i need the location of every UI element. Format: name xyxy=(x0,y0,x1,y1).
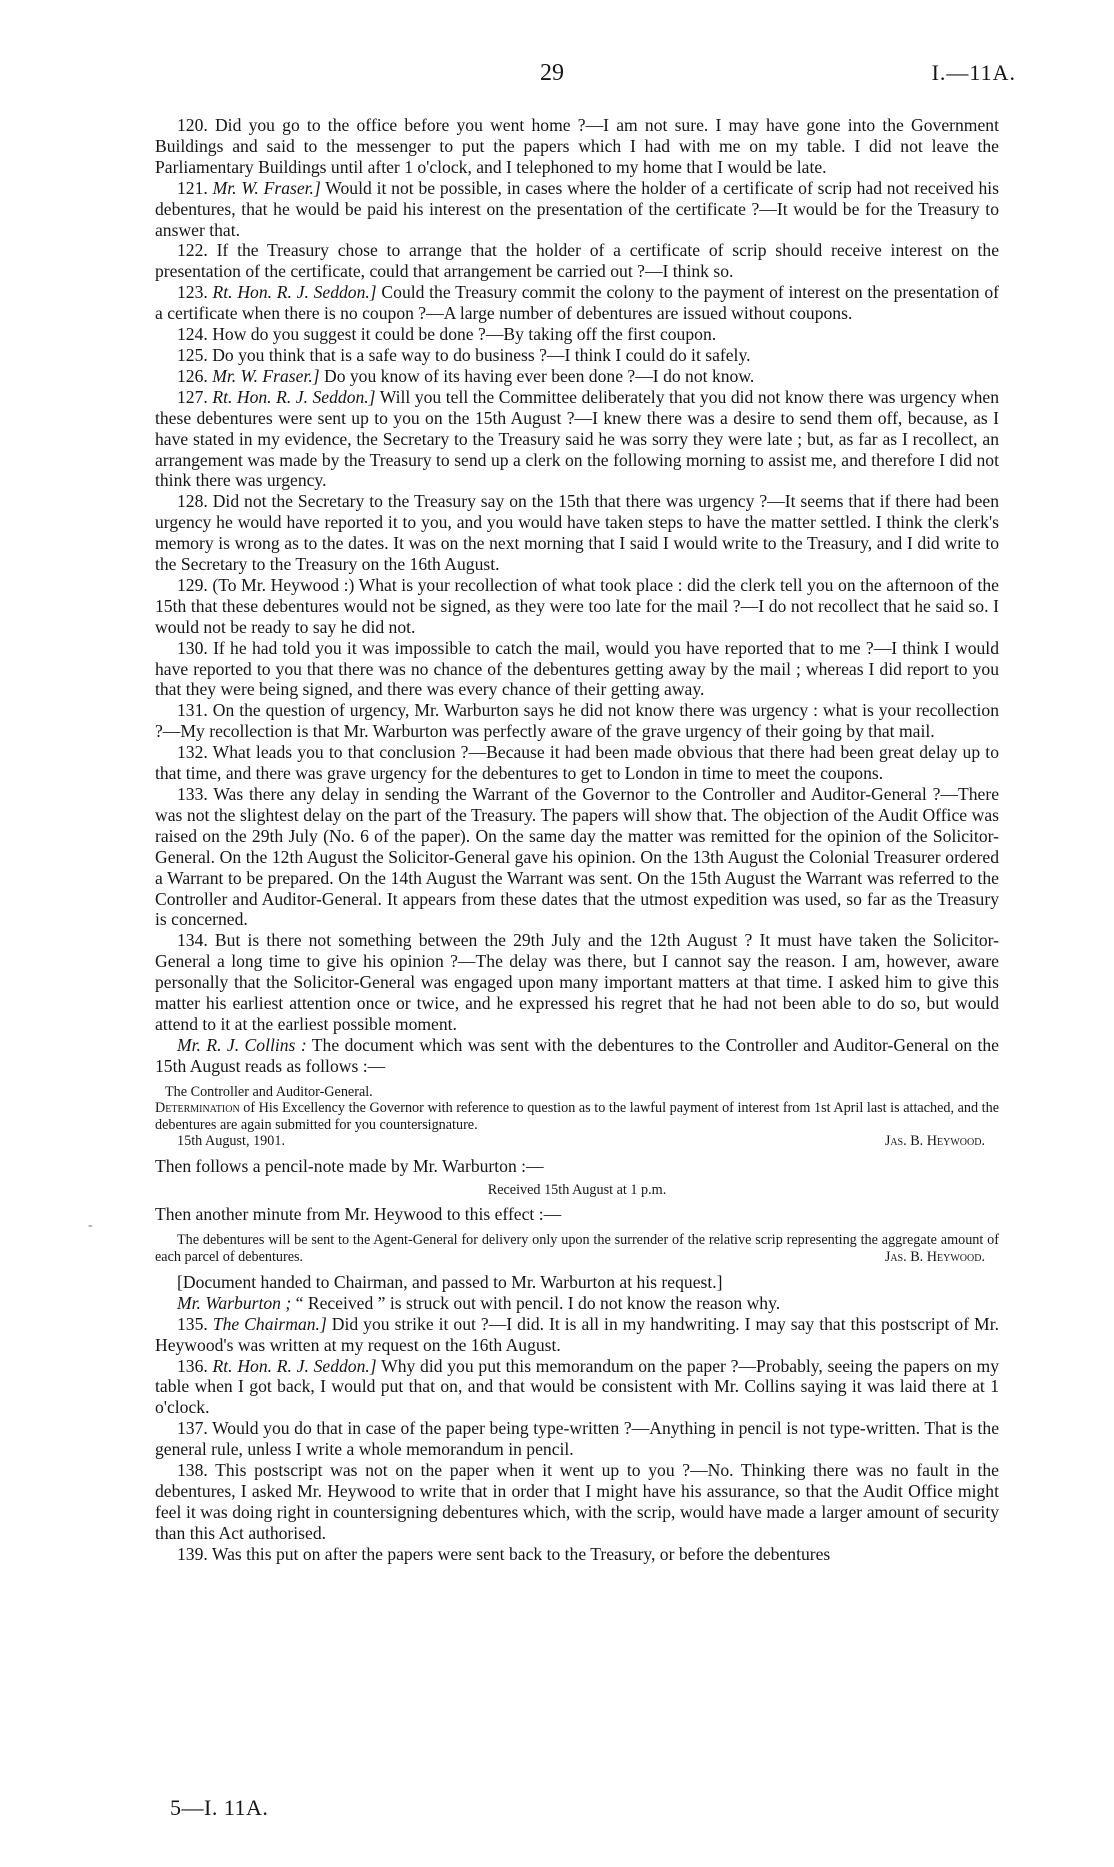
question-number: 126. xyxy=(177,365,208,386)
document-addressee: The Controller and Auditor-General. xyxy=(165,1083,373,1100)
paragraph-129: 129. (To Mr. Heywood :) What is your recollection of what took place : did the clerk tell you on the afternoon of the 15th that these debentures would not be signed, as they were too late for the mail ?—I do not recollect that he said so. I would not be ready to say he did not. xyxy=(155,574,999,637)
paragraph-125: 125. Do you think that is a safe way to do business ?—I think I could do it safely. xyxy=(177,344,751,365)
pencil-note-intro: Then follows a pencil-note made by Mr. Warburton :— xyxy=(155,1156,544,1177)
paragraph-131: 131. On the question of urgency, Mr. Warburton says he did not know there was urgency : what is your recollection ?—My recollection is that Mr. Warburton was perfectly aware of the grave urgency of their going by that mail. xyxy=(155,700,999,742)
document-body xyxy=(155,1100,999,1133)
paragraph-130: 130. If he had told you it was impossible to catch the mail, would you have reported that to me ?—I think I would have reported to you that there was no chance of the debentures getting away by the mail ; whereas I did report to you that they were being signed, and there was every chance of their getting away. xyxy=(155,637,999,700)
paragraph-122: 122. If the Treasury chose to arrange that the holder of a certificate of scrip should receive interest on the presentation of the certificate, could that arrangement be carried out ?—I think so. xyxy=(155,240,999,282)
paragraph-135 xyxy=(155,1314,999,1356)
pencil-note: Received 15th August at 1 p.m. xyxy=(487,1182,667,1199)
warburton-statement xyxy=(155,1293,999,1314)
document-text: of His Excellency the Governor with reference to question as to the lawful payment of interest from 1st April last is attached, and the debentures are again submitted for you countersignature. xyxy=(155,1100,999,1133)
document-lead-word: Determination xyxy=(155,1100,240,1117)
paragraph-126 xyxy=(155,366,999,387)
bracket-note: [Document handed to Chairman, and passed to Mr. Warburton at his request.] xyxy=(177,1271,723,1292)
document-signature: Jas. B. Heywood. xyxy=(884,1132,985,1149)
paragraph-132: 132. What leads you to that conclusion ?—Because it had been made obvious that there had been great delay up to that time, and there was grave urgency for the debentures to get to London in time to meet the coupons. xyxy=(155,742,999,784)
speaker: Rt. Hon. R. J. Seddon.] xyxy=(212,1355,377,1376)
question-number: 123. xyxy=(177,282,208,303)
speaker: Rt. Hon. R. J. Seddon.] xyxy=(212,282,377,303)
paragraph-134: 134. But is there not something between the 29th July and the 12th August ? It must have taken the Solicitor-General a long time to give his opinion ?—The delay was there, but I cannot say the reason. I am, however, aware personally that the Solicitor-General was engaged upon many important matters at that time. I asked him to give this matter his earliest attention once or twice, and he expressed his regret that he had not been able to do so, but would attend to it at the earliest possible moment. xyxy=(155,930,999,1034)
paragraph-text: The document which was sent with the debentures to the Controller and Auditor-General on the 15th August reads as follows :— xyxy=(155,1034,999,1076)
paragraph-collins xyxy=(155,1035,999,1077)
paragraph-text: Would it not be possible, in cases where the holder of a certificate of scrip had not received his debentures, that he would be paid his interest on the presentation of the certificate ?—It would be for the Treasury to answer that. xyxy=(155,177,1000,240)
document-date: 15th August, 1901. xyxy=(177,1132,285,1149)
question-number: 121. xyxy=(177,177,208,198)
paragraph-text: Will you tell the Committee deliberately that you did not know there was urgency when these debentures were sent up to you on the 15th August ?—I knew there was a desire to send them off, because, as I have stated in my evidence, the Secretary to the Treasury said he was sorry they were late ; but, as far as I recollect, an arrangement was made by the Treasury to send up a clerk on the following morning to assist me, and therefore I did not think there was urgency. xyxy=(155,386,999,491)
speaker: Mr. W. Fraser.] xyxy=(212,177,321,198)
speaker: Mr. Warburton ; xyxy=(177,1292,292,1313)
evidence-body xyxy=(155,115,999,1565)
quoted-document-2 xyxy=(155,1232,999,1265)
series-reference: I.—11A. xyxy=(931,60,1016,85)
paragraph-138: 138. This postscript was not on the paper when it went up to you ?—No. Thinking there was no fault in the debentures, I asked Mr. Heywood to write that in order that I might have his assurance, so that the Audit Office might feel it was doing right in countersigning debentures which, with the scrip, would have made a larger amount of security than this Act authorised. xyxy=(155,1460,999,1543)
paragraph-136 xyxy=(155,1356,999,1419)
paragraph-text: Could the Treasury commit the colony to the payment of interest on the presentation of a certificate when there is no coupon ?—A large number of debentures are issued without coupons. xyxy=(155,282,999,324)
paragraph-text: “ Received ” is struck out with pencil. I do not know the reason why. xyxy=(295,1292,781,1313)
paragraph-139: 139. Was this put on after the papers were sent back to the Treasury, or before the debentures xyxy=(177,1543,831,1564)
paragraph-127 xyxy=(155,387,999,492)
question-number: 135. xyxy=(177,1313,208,1334)
speaker: Mr. R. J. Collins : xyxy=(177,1034,307,1055)
signature-mark: 5—I. 11A. xyxy=(170,1795,269,1820)
speaker: The Chairman.] xyxy=(212,1313,327,1334)
paragraph-text: Did you strike it out ?—I did. It is all in my handwriting. I may say that this postscript of Mr. Heywood's was written at my request on the 16th August. xyxy=(155,1313,999,1355)
paragraph-121 xyxy=(155,178,999,241)
document-text: The debentures will be sent to the Agent-General for delivery only upon the surrender of the relative scrip representing the aggregate amount of each parcel of debentures. xyxy=(155,1232,999,1265)
document-signature: Jas. B. Heywood. xyxy=(884,1248,985,1265)
speaker: Mr. W. Fraser.] xyxy=(212,365,320,386)
paragraph-text: Do you know of its having ever been done ?—I do not know. xyxy=(323,365,755,386)
document-date-signature xyxy=(155,1133,999,1149)
paragraph-123 xyxy=(155,282,999,324)
margin-mark: - xyxy=(88,1218,93,1233)
question-number: 136. xyxy=(177,1355,208,1376)
minute-intro: Then another minute from Mr. Heywood to this effect :— xyxy=(155,1204,562,1225)
paragraph-137: 137. Would you do that in case of the paper being type-written ?—Anything in pencil is not type-written. That is the general rule, unless I write a whole memorandum in pencil. xyxy=(155,1418,999,1460)
paragraph-text: Why did you put this memorandum on the paper ?—Probably, seeing the papers on my table when I got back, I would put that on, and that would be consistent with Mr. Collins saying it was laid there at 1 o'clock. xyxy=(155,1355,999,1418)
speaker: Rt. Hon. R. J. Seddon.] xyxy=(212,386,376,407)
paragraph-128: 128. Did not the Secretary to the Treasury say on the 15th that there was urgency ?—It seems that if there had been urgency he would have reported it to you, and you would have taken steps to have the matter settled. I think the clerk's memory is wrong as to the dates. It was on the next morning that I said I would write to the Treasury, and I did write to the Secretary to the Treasury on the 16th August. xyxy=(155,491,999,575)
document-body xyxy=(155,1232,999,1265)
paragraph-133: 133. Was there any delay in sending the Warrant of the Governor to the Controller and Auditor-General ?—There was not the slightest delay on the part of the Treasury. The papers will show that. The objection of the Audit Office was raised on the 29th July (No. 6 of the paper). On the same day the matter was remitted for the opinion of the Solicitor-General. On the 12th August the Solicitor-General gave his opinion. On the 13th August the Colonial Treasurer ordered a Warrant to be prepared. On the 14th August the Warrant was sent. On the 15th August the Warrant was referred to the Controller and Auditor-General. It appears from these dates that the utmost expedition was used, so far as the Treasury is concerned. xyxy=(155,784,999,930)
paragraph-120: 120. Did you go to the office before you went home ?—I am not sure. I may have gone into the Government Buildings and said to the messenger to put the papers which I had with me on my table. I did not leave the Parliamentary Buildings until after 1 o'clock, and I telephoned to my home that I would be late. xyxy=(155,115,999,177)
quoted-document-1 xyxy=(155,1084,999,1150)
question-number: 127. xyxy=(177,386,208,407)
page-number: 29 xyxy=(540,60,564,86)
page-header xyxy=(0,60,1114,90)
paragraph-124: 124. How do you suggest it could be done ?—By taking off the first coupon. xyxy=(177,324,717,345)
